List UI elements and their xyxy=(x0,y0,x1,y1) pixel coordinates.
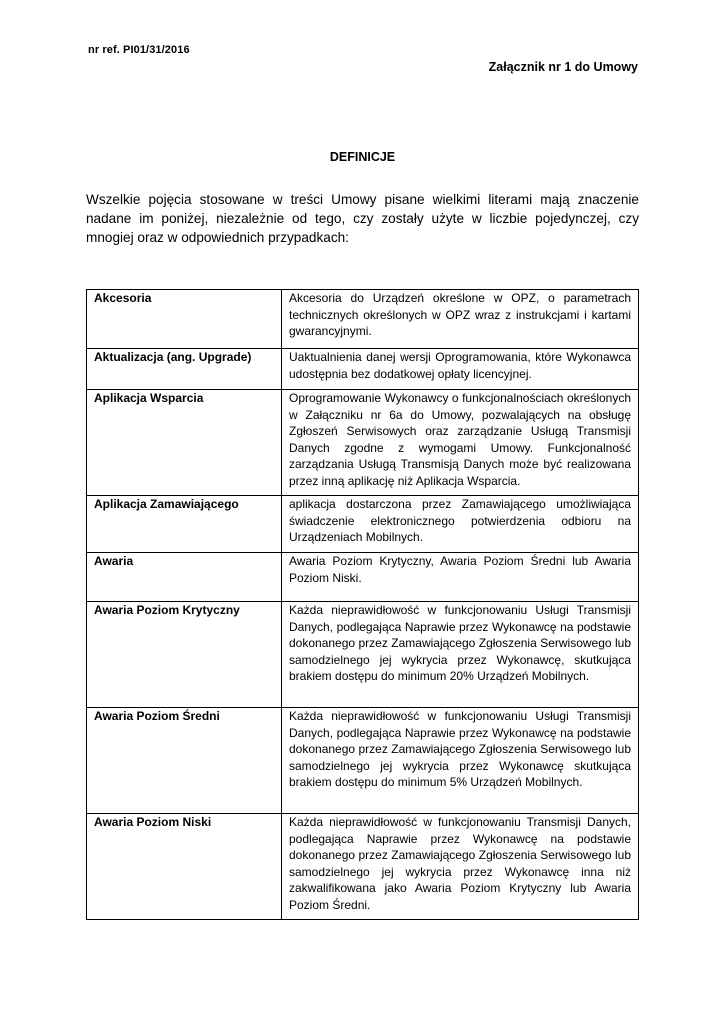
term-cell: Awaria Poziom Niski xyxy=(87,814,282,920)
definition-cell: Uaktualnienia danej wersji Oprogramowania, które Wykonawca udostępnia bez dodatkowej opłaty licencyjnej. xyxy=(282,349,639,390)
table-row xyxy=(87,553,639,602)
definition-cell: Każda nieprawidłowość w funkcjonowaniu Usługi Transmisji Danych, podlegająca Naprawie przez Wykonawcę na podstawie dokonanego przez Zamawiającego Zgłoszenia Serwisowego lub samodzielnego jej wykrycia przez Wykonawcę skutkująca brakiem dostępu do minimum 5% Urządzeń Mobilnych. xyxy=(282,708,639,814)
document-title: DEFINICJE xyxy=(329,150,396,164)
definitions-table xyxy=(86,289,639,920)
definition-cell: aplikacja dostarczona przez Zamawiającego umożliwiająca świadczenie elektronicznego potwierdzenia odbioru na Urządzeniach Mobilnych. xyxy=(282,496,639,553)
definition-cell: Akcesoria do Urządzeń określone w OPZ, o parametrach technicznych określonych w OPZ wraz z instrukcjami i kartami gwarancyjnymi. xyxy=(282,290,639,349)
table-row xyxy=(87,602,639,708)
definition-cell: Awaria Poziom Krytyczny, Awaria Poziom Średni lub Awaria Poziom Niski. xyxy=(282,553,639,602)
table-row xyxy=(87,708,639,814)
table-row xyxy=(87,290,639,349)
term-cell: Awaria Poziom Krytyczny xyxy=(87,602,282,708)
definition-cell: Oprogramowanie Wykonawcy o funkcjonalnościach określonych w Załączniku nr 6a do Umowy, pozwalających na obsługę Zgłoszeń Serwisowych oraz zarządzanie Usługą Transmisji Danych zgodne z wymogami Umowy. Funkcjonalność zarządzania Usługą Transmisją Danych może być realizowana przez inną aplikację niż Aplikacja Wsparcia. xyxy=(282,390,639,496)
table-row xyxy=(87,814,639,920)
reference-number: nr ref. PI01/31/2016 xyxy=(88,44,190,56)
term-cell: Awaria xyxy=(87,553,282,602)
term-cell: Aplikacja Zamawiającego xyxy=(87,496,282,553)
definition-cell: Każda nieprawidłowość w funkcjonowaniu Transmisji Danych, podlegająca Naprawie przez Wykonawcę na podstawie dokonanego przez Zamawiającego Zgłoszenia Serwisowego lub samodzielnego jej wykrycia przez Wykonawcę inna niż zakwalifikowana jako Awaria Poziom Krytyczny lub Awaria Poziom Średni. xyxy=(282,814,639,920)
attachment-label: Załącznik nr 1 do Umowy xyxy=(488,60,638,74)
intro-paragraph: Wszelkie pojęcia stosowane w treści Umowy pisane wielkimi literami mają znaczenie nadane im poniżej, niezależnie od tego, czy zostały użyte w liczbie pojedynczej, czy mnogiej oraz w odpowiednich przypadkach: xyxy=(86,192,639,245)
table-row xyxy=(87,349,639,390)
definition-cell: Każda nieprawidłowość w funkcjonowaniu Usługi Transmisji Danych, podlegająca Naprawie przez Wykonawcę na podstawie dokonanego przez Zamawiającego Zgłoszenia Serwisowego lub samodzielnego jej wykrycia przez Wykonawcę, skutkująca brakiem dostępu do minimum 20% Urządzeń Mobilnych. xyxy=(282,602,639,708)
term-cell: Akcesoria xyxy=(87,290,282,349)
term-cell: Aplikacja Wsparcia xyxy=(87,390,282,496)
table-row xyxy=(87,390,639,496)
table-row xyxy=(87,496,639,553)
term-cell: Awaria Poziom Średni xyxy=(87,708,282,814)
term-cell: Aktualizacja (ang. Upgrade) xyxy=(87,349,282,390)
